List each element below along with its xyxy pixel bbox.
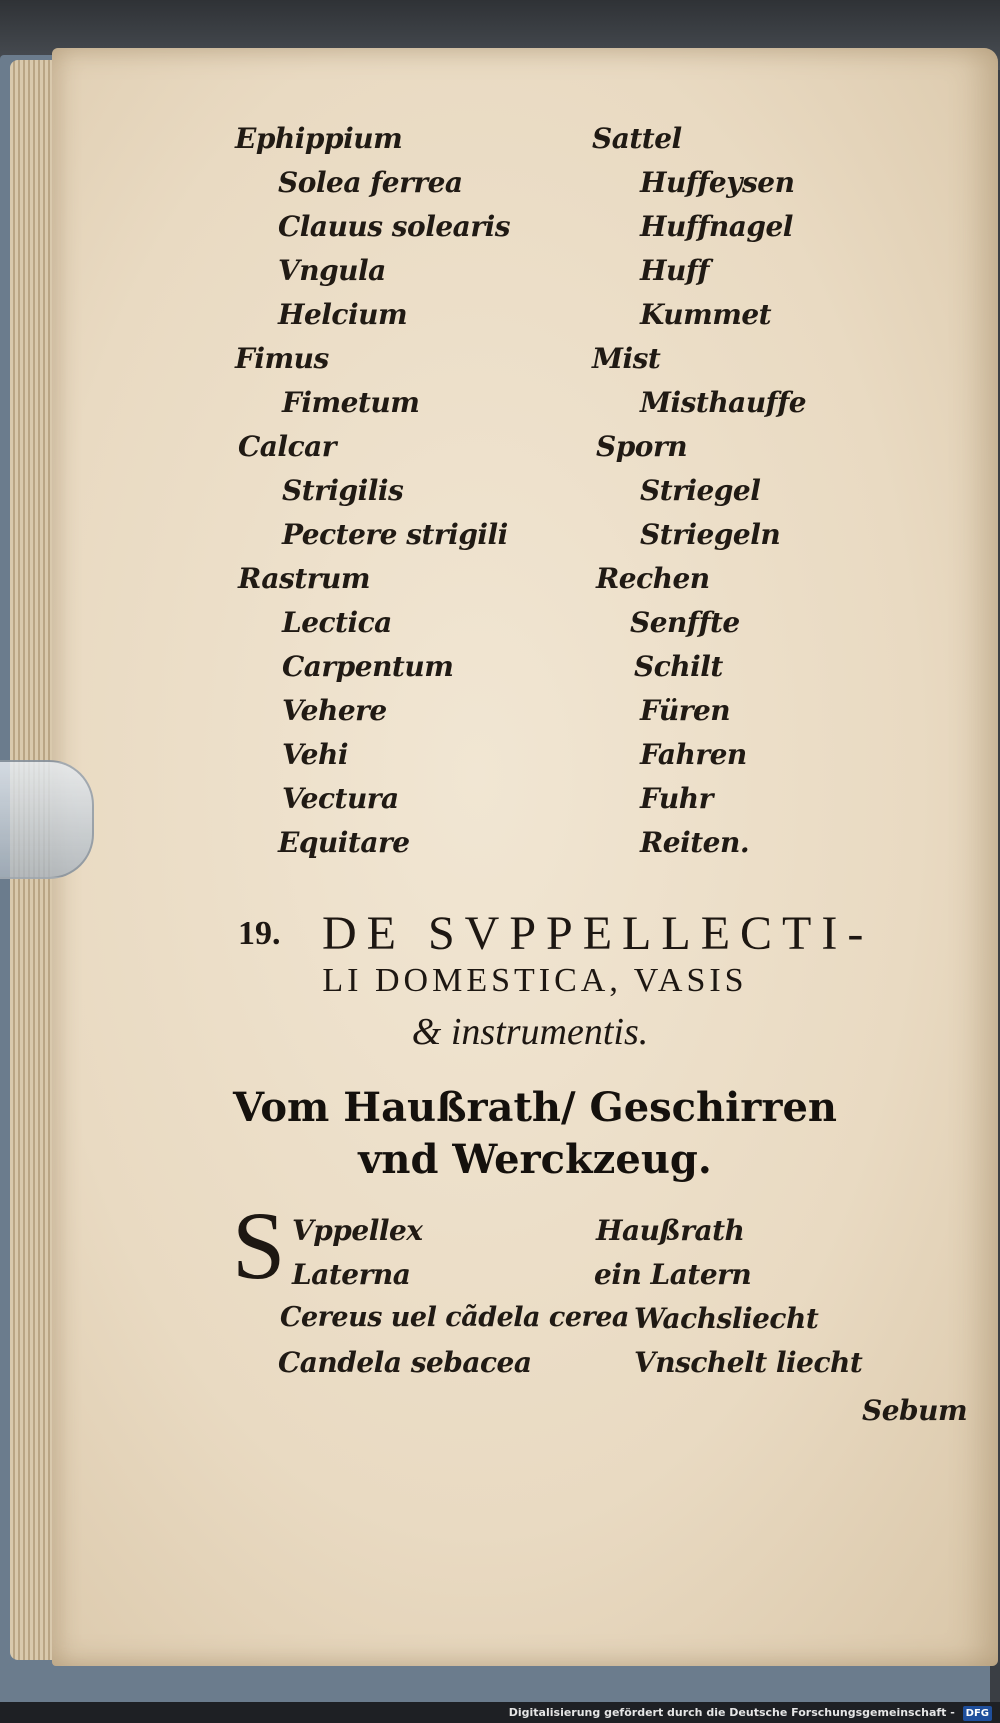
- dfg-logo: DFG: [963, 1706, 992, 1721]
- book-page: [52, 48, 998, 1666]
- german-term: Huff: [640, 254, 709, 287]
- latin-term: Vppellex: [292, 1214, 423, 1247]
- latin-term: Rastrum: [238, 562, 370, 595]
- footer-text: Digitalisierung gefördert durch die Deutsche Forschungsgemeinschaft -: [508, 1706, 955, 1719]
- german-term: Senffte: [630, 606, 740, 639]
- german-term: Haußrath: [596, 1214, 745, 1247]
- latin-term: Vectura: [282, 782, 399, 815]
- latin-term: Vehi: [282, 738, 348, 771]
- german-term: Fuhr: [640, 782, 713, 815]
- german-term: ein Latern: [594, 1258, 752, 1291]
- latin-term: Fimus: [235, 342, 329, 375]
- digitization-footer: [0, 1702, 1000, 1723]
- german-term: Fahren: [640, 738, 747, 771]
- german-term: Mist: [592, 342, 661, 375]
- section-heading-line1: DE SVPPELLECTI-: [322, 907, 874, 960]
- latin-term: Clauus solearis: [278, 210, 510, 243]
- latin-term: Laterna: [292, 1258, 411, 1291]
- german-term: Striegel: [640, 474, 761, 507]
- german-term: Rechen: [596, 562, 710, 595]
- german-heading-line1: Vom Haußrath/ Geschirren: [232, 1084, 837, 1131]
- catchword: Sebum: [862, 1394, 968, 1427]
- latin-term: Fimetum: [282, 386, 420, 419]
- latin-term: Vehere: [282, 694, 387, 727]
- latin-term: Lectica: [282, 606, 392, 639]
- latin-term: Vngula: [278, 254, 386, 287]
- latin-term: Solea ferrea: [278, 166, 463, 199]
- german-term: Wachsliecht: [634, 1302, 819, 1335]
- glass-page-clip: [0, 760, 94, 879]
- german-term: Sattel: [592, 122, 682, 155]
- latin-term: Carpentum: [282, 650, 454, 683]
- section-heading-line2: LI DOMESTICA, VASIS: [322, 962, 748, 999]
- section-number: 19.: [238, 915, 281, 952]
- german-heading-line2: vnd Werckzeug.: [358, 1136, 712, 1183]
- german-term: Kummet: [640, 298, 772, 331]
- german-term: Sporn: [596, 430, 688, 463]
- german-term: Vnschelt liecht: [634, 1346, 863, 1379]
- latin-term: Ephippium: [235, 122, 403, 155]
- german-term: Misthauffe: [640, 386, 807, 419]
- drop-cap-initial: S: [232, 1192, 286, 1299]
- german-term: Huffnagel: [640, 210, 793, 243]
- german-term: Striegeln: [640, 518, 781, 551]
- latin-term: Equitare: [278, 826, 410, 859]
- section-heading-line3: & instrumentis.: [411, 1011, 649, 1053]
- latin-term: Strigilis: [282, 474, 404, 507]
- german-term: Schilt: [634, 650, 723, 683]
- latin-term: Pectere strigili: [282, 518, 508, 551]
- german-term: Huffeysen: [640, 166, 795, 199]
- latin-term: Candela sebacea: [278, 1346, 532, 1379]
- latin-term: Helcium: [278, 298, 408, 331]
- german-term: Reiten.: [640, 826, 750, 859]
- latin-term: Calcar: [238, 430, 337, 463]
- latin-term: Cereus uel cãdela cerea: [280, 1302, 629, 1333]
- german-term: Füren: [640, 694, 731, 727]
